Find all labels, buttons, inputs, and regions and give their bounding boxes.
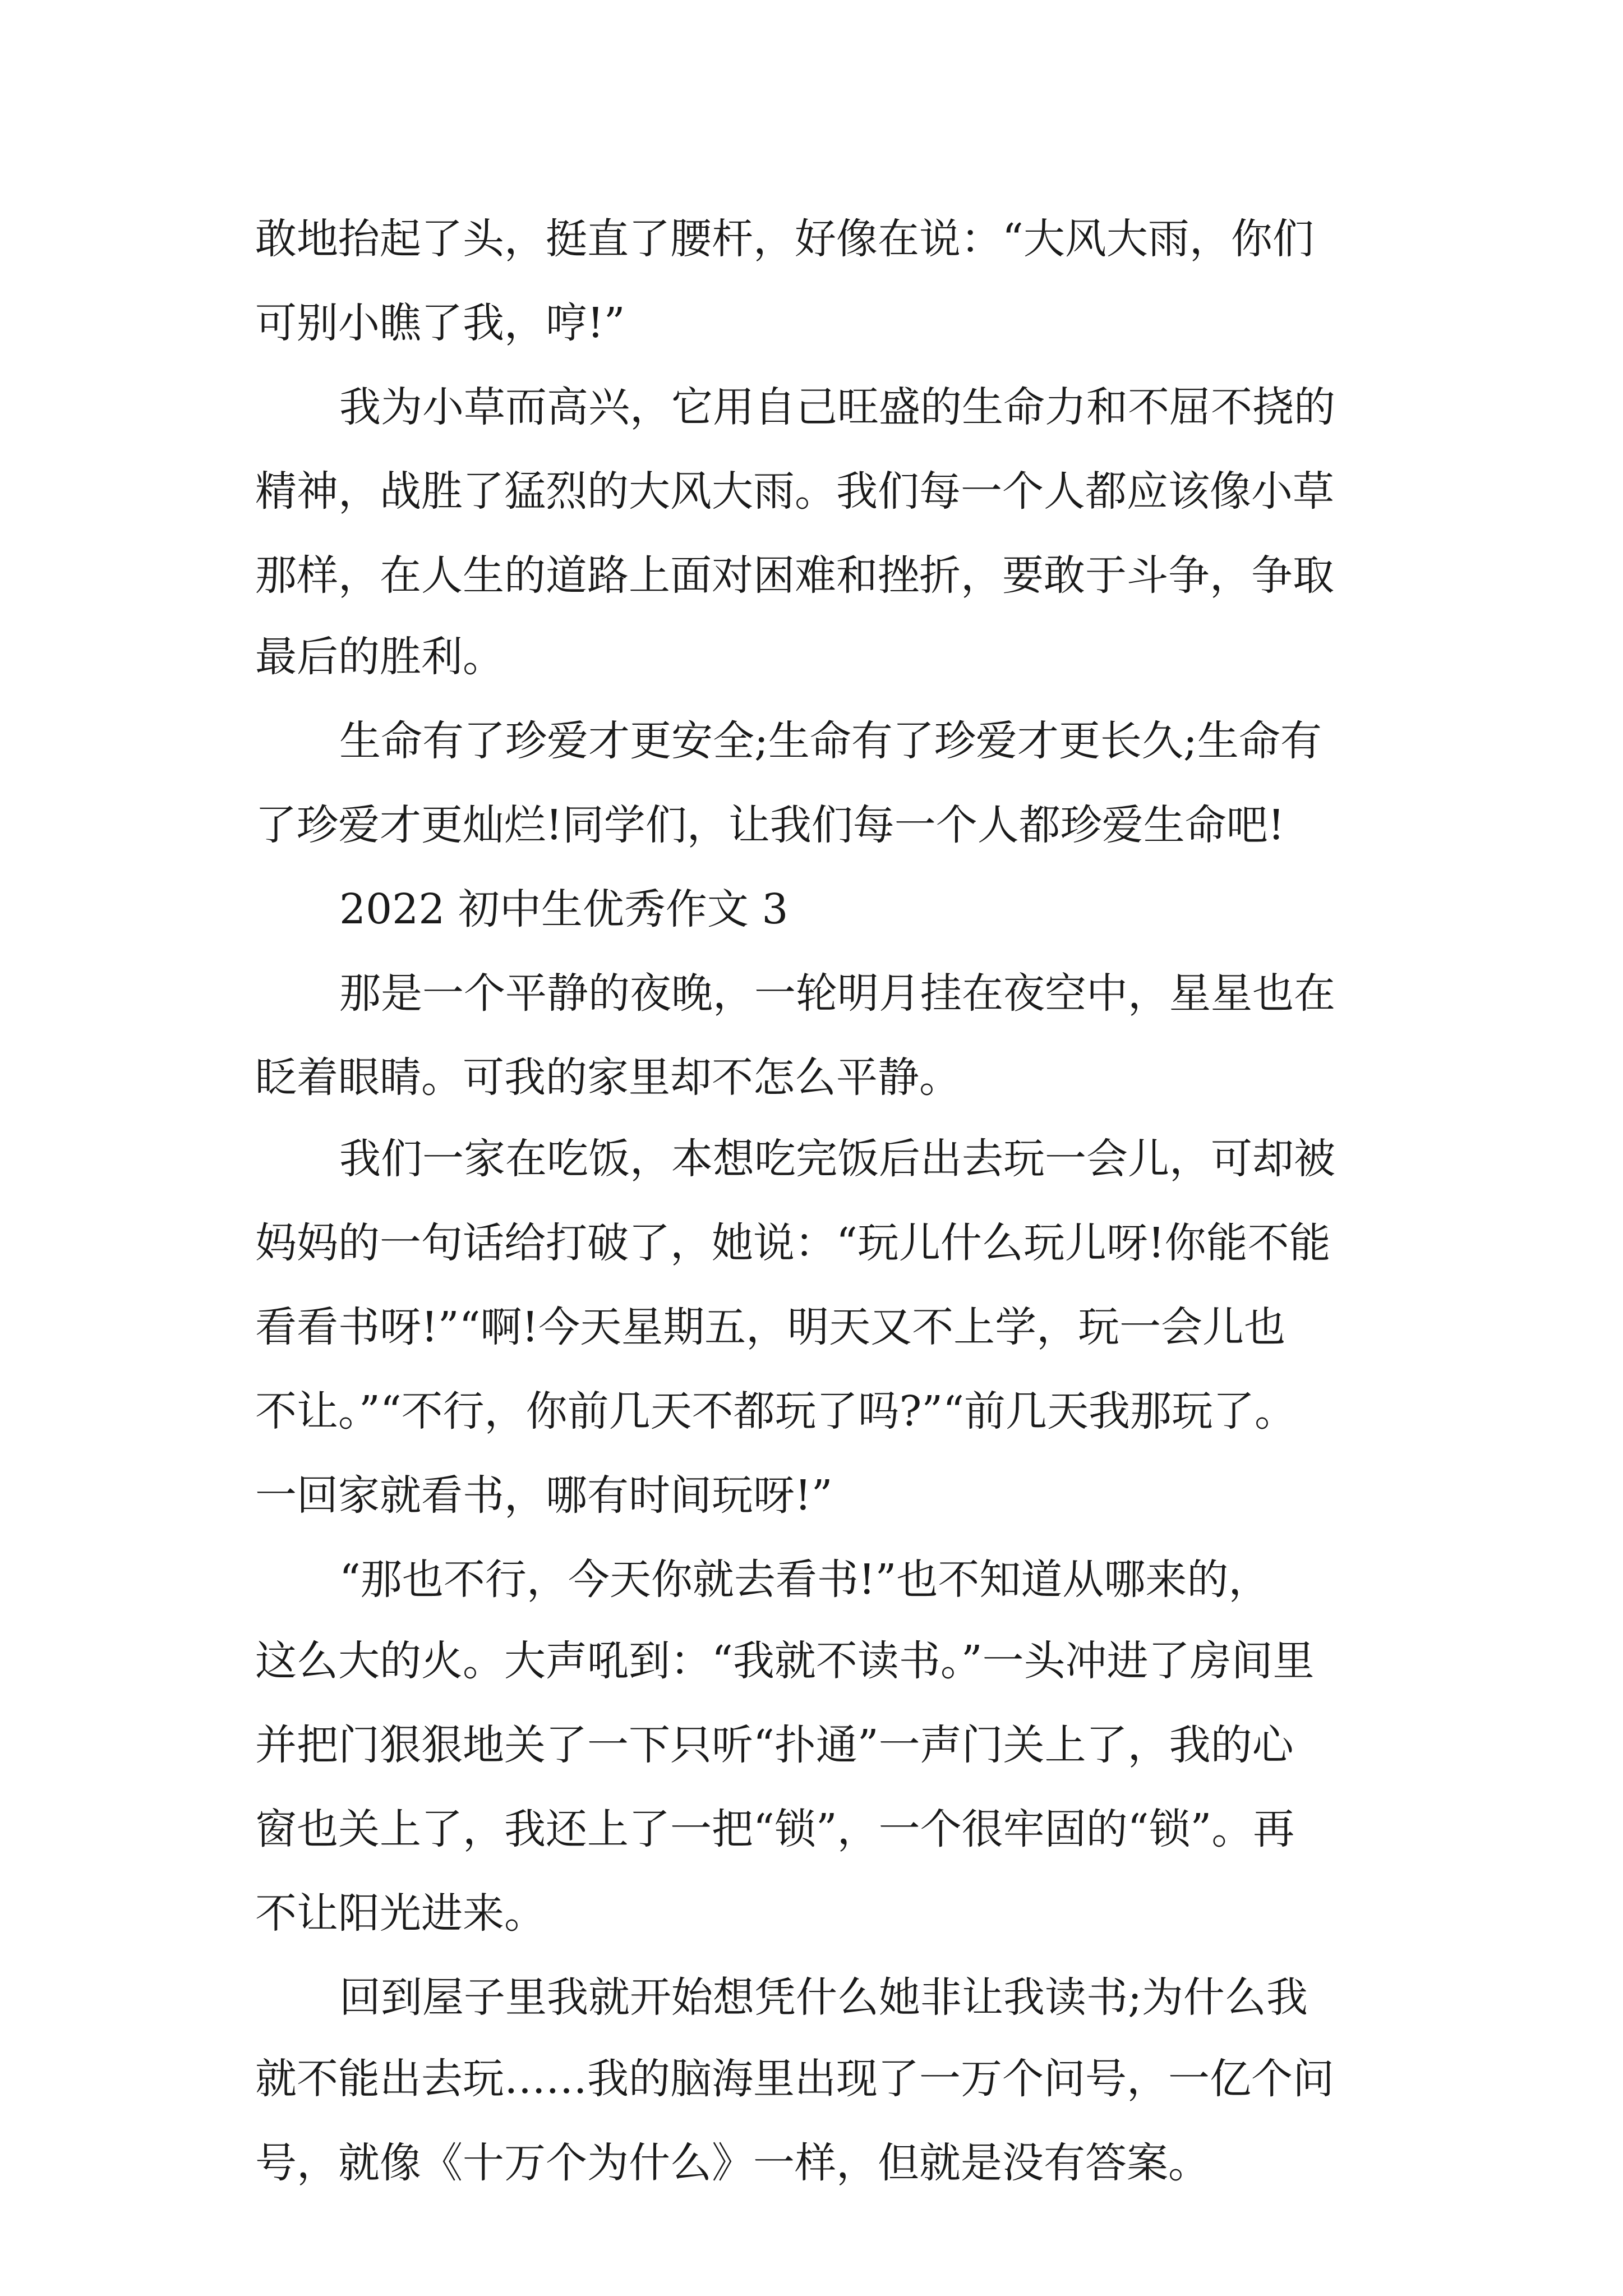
text-line: “那也不行，今天你就去看书!”也不知道从哪来的， [339,1556,1270,1604]
text-line: 我为小草而高兴，它用自己旺盛的生命力和不屈不挠的 [339,383,1335,431]
section-heading: 2022 初中生优秀作文 3 [339,885,789,933]
text-line: 了珍爱才更灿烂!同学们，让我们每一个人都珍爱生命吧! [255,801,1285,849]
text-line: 敢地抬起了头，挺直了腰杆，好像在说：“大风大雨，你们 [255,215,1314,263]
text-line: 眨着眼睛。可我的家里却不怎么平静。 [255,1053,961,1102]
text-line: 一回家就看书，哪有时间玩呀!” [255,1471,833,1520]
text-line: 精神，战胜了猛烈的大风大雨。我们每一个人都应该像小草 [255,467,1334,516]
text-line: 那是一个平静的夜晚，一轮明月挂在夜空中，星星也在 [339,969,1335,1018]
text-line: 就不能出去玩……我的脑海里出现了一万个问号，一亿个问 [255,2055,1334,2103]
text-line: 并把门狠狠地关了一下只听“扑通”一声门关上了，我的心 [255,1721,1294,1769]
text-line: 号，就像《十万个为什么》一样，但就是没有答案。 [255,2139,1210,2187]
text-line: 看看书呀!”“啊!今天星期五，明天又不上学，玩一会儿也 [255,1303,1286,1351]
text-line: 不让阳光进来。 [255,1889,546,1938]
text-line: 可别小瞧了我，哼!” [255,299,625,347]
text-line: 这么大的火。大声吼到：“我就不读书。”一头冲进了房间里 [255,1637,1315,1685]
text-line: 回到屋子里我就开始想凭什么她非让我读书;为什么我 [339,1973,1308,2022]
text-line: 我们一家在吃饭，本想吃完饭后出去玩一会儿，可却被 [339,1135,1335,1183]
text-line: 妈妈的一句话给打破了，她说：“玩儿什么玩儿呀!你能不能 [255,1219,1331,1267]
text-line: 窗也关上了，我还上了一把“锁”，一个很牢固的“锁”。再 [255,1805,1295,1853]
text-line: 最后的胜利。 [255,633,504,681]
text-line: 生命有了珍爱才更安全;生命有了珍爱才更长久;生命有 [339,717,1322,765]
text-line: 不让。”“不行，你前几天不都玩了吗?”“前几天我那玩了。 [255,1387,1296,1435]
text-line: 那样，在人生的道路上面对困难和挫折，要敢于斗争，争取 [255,551,1334,600]
